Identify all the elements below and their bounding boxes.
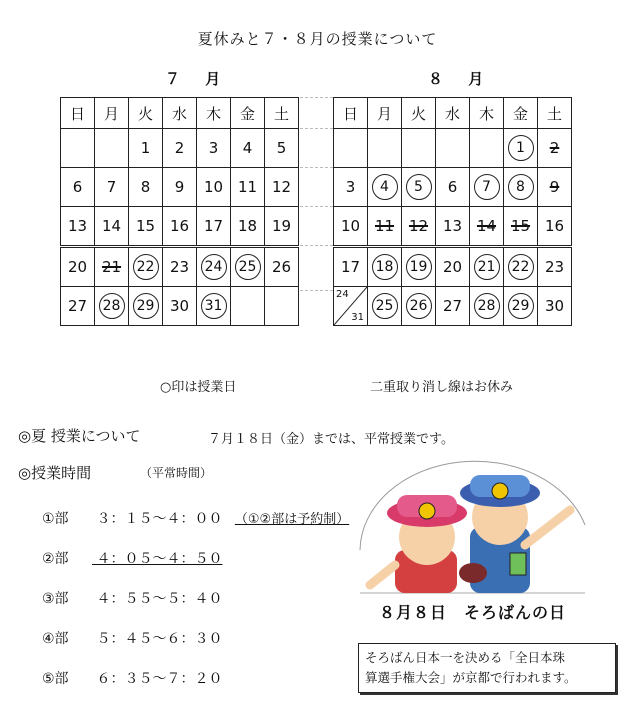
day-cell bbox=[197, 207, 231, 247]
day-number: 6 bbox=[72, 178, 83, 196]
day-cell bbox=[538, 207, 572, 247]
day-number: 14 bbox=[101, 217, 122, 235]
day-cell bbox=[504, 247, 538, 287]
day-cell bbox=[334, 247, 368, 287]
day-cell bbox=[470, 168, 504, 207]
period-time: ４：０５～４：５０ bbox=[96, 551, 223, 567]
class-day: 29 bbox=[133, 293, 159, 319]
period-time: ６：３５～７：２０ bbox=[96, 671, 223, 687]
day-number: 7 bbox=[106, 178, 117, 196]
day-cell bbox=[504, 287, 538, 326]
class-day: 26 bbox=[406, 293, 432, 319]
day-cell bbox=[538, 247, 572, 287]
day-cell bbox=[402, 247, 436, 287]
day-cell bbox=[95, 247, 129, 287]
class-day: 18 bbox=[372, 254, 398, 280]
day-cell bbox=[368, 247, 402, 287]
class-day: 28 bbox=[99, 293, 125, 319]
day-cell bbox=[538, 129, 572, 168]
day-cell bbox=[470, 247, 504, 287]
day-cell bbox=[61, 207, 95, 247]
soroban-day-illustration bbox=[355, 455, 590, 625]
day-number: 17 bbox=[203, 217, 224, 235]
day-cell bbox=[197, 287, 231, 326]
illustration-caption: ８月８日 そろばんの日 bbox=[378, 603, 566, 622]
day-cell bbox=[402, 168, 436, 207]
day-cell bbox=[163, 129, 197, 168]
info-line-2: 算選手権大会」が京都で行われます。 bbox=[365, 670, 577, 685]
day-number: 13 bbox=[442, 217, 463, 235]
august-label: ８ 月 bbox=[428, 70, 494, 88]
day-cell bbox=[129, 287, 163, 326]
day-cell bbox=[95, 287, 129, 326]
period-2 bbox=[42, 548, 222, 568]
class-day: 22 bbox=[133, 254, 159, 280]
page-title: 夏休みと７・８月の授業について bbox=[197, 30, 438, 48]
day-cell bbox=[61, 129, 95, 168]
day-number: 4 bbox=[242, 139, 253, 157]
legend-strike: 二重取り消し線はお休み bbox=[370, 380, 514, 395]
day-cell bbox=[197, 168, 231, 207]
weekday-header: 月 bbox=[368, 98, 402, 129]
info-line-1: そろばん日本一を決める「全日本珠 bbox=[365, 650, 566, 665]
day-number: 16 bbox=[169, 217, 190, 235]
period-name: ①部 bbox=[42, 511, 69, 527]
class-day: 22 bbox=[508, 254, 534, 280]
period-name: ③部 bbox=[42, 591, 69, 607]
weekday-header: 火 bbox=[129, 98, 163, 129]
class-day: 28 bbox=[474, 293, 500, 319]
day-cell bbox=[334, 168, 368, 207]
day-number: 5 bbox=[276, 139, 287, 157]
period-time: ３：１５～４：００ bbox=[96, 511, 223, 527]
class-day: 21 bbox=[474, 254, 500, 280]
period-4 bbox=[42, 628, 222, 648]
day-number: 20 bbox=[67, 258, 88, 276]
day-cell bbox=[129, 207, 163, 247]
class-day: 24 bbox=[201, 254, 227, 280]
class-day: 31 bbox=[201, 293, 227, 319]
day-number: 12 bbox=[271, 178, 292, 196]
section-summer-heading: ◎夏 授業について bbox=[18, 427, 141, 445]
day-number: 23 bbox=[544, 258, 565, 276]
day-cell bbox=[368, 287, 402, 326]
day-cell bbox=[163, 168, 197, 207]
day-number: 3 bbox=[345, 178, 356, 196]
day-number: 24 bbox=[336, 289, 349, 300]
day-number: 16 bbox=[544, 217, 565, 235]
period-3 bbox=[42, 588, 222, 608]
holiday: 14 bbox=[476, 217, 497, 235]
weekday-header: 月 bbox=[95, 98, 129, 129]
section-hours-heading: ◎授業時間 bbox=[18, 464, 92, 482]
day-cell bbox=[163, 287, 197, 326]
day-cell bbox=[436, 207, 470, 247]
day-cell bbox=[231, 247, 265, 287]
class-day: 25 bbox=[372, 293, 398, 319]
day-cell bbox=[129, 247, 163, 287]
day-cell bbox=[334, 129, 368, 168]
holiday: 2 bbox=[549, 139, 560, 157]
class-day: 7 bbox=[474, 174, 500, 200]
day-number: 2 bbox=[174, 139, 185, 157]
split-day bbox=[334, 287, 367, 325]
day-number: 17 bbox=[340, 258, 361, 276]
holiday: 12 bbox=[408, 217, 429, 235]
class-day: 8 bbox=[508, 174, 534, 200]
day-cell bbox=[504, 207, 538, 247]
day-number: 8 bbox=[140, 178, 151, 196]
day-cell bbox=[197, 247, 231, 287]
day-cell bbox=[504, 129, 538, 168]
day-cell bbox=[470, 207, 504, 247]
day-number: 30 bbox=[169, 297, 190, 315]
day-number: 3 bbox=[208, 139, 219, 157]
day-cell bbox=[402, 287, 436, 326]
day-number: 9 bbox=[174, 178, 185, 196]
day-number: 1 bbox=[140, 139, 151, 157]
day-cell bbox=[163, 247, 197, 287]
day-cell bbox=[402, 129, 436, 168]
period-name: ②部 bbox=[42, 551, 69, 567]
day-number: 15 bbox=[135, 217, 156, 235]
day-cell bbox=[61, 287, 95, 326]
period-name: ④部 bbox=[42, 631, 69, 647]
day-cell bbox=[368, 129, 402, 168]
holiday: 11 bbox=[374, 217, 395, 235]
day-cell bbox=[538, 287, 572, 326]
august-calendar bbox=[333, 97, 572, 326]
weekday-header: 日 bbox=[334, 98, 368, 129]
weekday-header: 金 bbox=[231, 98, 265, 129]
section-summer-note: ７月１８日（金）までは、平常授業です。 bbox=[208, 432, 454, 447]
day-cell bbox=[436, 247, 470, 287]
day-number: 26 bbox=[271, 258, 292, 276]
day-cell bbox=[436, 168, 470, 207]
day-cell bbox=[61, 247, 95, 287]
day-cell bbox=[95, 129, 129, 168]
period-name: ⑤部 bbox=[42, 671, 69, 687]
day-cell bbox=[231, 207, 265, 247]
july-calendar bbox=[60, 97, 299, 326]
holiday: 15 bbox=[510, 217, 531, 235]
weekday-header: 木 bbox=[197, 98, 231, 129]
day-cell bbox=[95, 207, 129, 247]
july-label: ７ 月 bbox=[165, 70, 231, 88]
class-day: 25 bbox=[235, 254, 261, 280]
day-cell bbox=[368, 168, 402, 207]
weekday-header: 水 bbox=[163, 98, 197, 129]
weekday-header: 火 bbox=[402, 98, 436, 129]
day-number: 10 bbox=[340, 217, 361, 235]
day-cell bbox=[538, 168, 572, 207]
day-number: 23 bbox=[169, 258, 190, 276]
day-cell bbox=[129, 168, 163, 207]
day-cell bbox=[470, 129, 504, 168]
weekday-header: 水 bbox=[436, 98, 470, 129]
day-number: 30 bbox=[544, 297, 565, 315]
calendar-separator bbox=[300, 97, 333, 332]
day-number: 27 bbox=[442, 297, 463, 315]
day-cell bbox=[231, 129, 265, 168]
class-day: 29 bbox=[508, 293, 534, 319]
day-cell bbox=[470, 287, 504, 326]
day-number: 20 bbox=[442, 258, 463, 276]
day-cell bbox=[95, 168, 129, 207]
day-cell bbox=[265, 168, 299, 207]
weekday-header: 木 bbox=[470, 98, 504, 129]
day-cell bbox=[265, 247, 299, 287]
weekday-header: 土 bbox=[265, 98, 299, 129]
period-5 bbox=[42, 668, 222, 688]
info-box bbox=[358, 643, 616, 693]
day-cell bbox=[129, 129, 163, 168]
period-note: （①②部は予約制） bbox=[234, 512, 350, 527]
period-time: ４：５５～５：４０ bbox=[96, 591, 223, 607]
day-cell bbox=[436, 129, 470, 168]
legend-circle: ○印は授業日 bbox=[160, 380, 237, 395]
day-cell bbox=[197, 129, 231, 168]
section-hours-sub: （平常時間） bbox=[140, 466, 213, 480]
period-1 bbox=[42, 508, 349, 528]
day-number: 11 bbox=[237, 178, 258, 196]
day-number: 6 bbox=[447, 178, 458, 196]
kids-illustration bbox=[355, 455, 590, 600]
day-cell bbox=[231, 287, 265, 326]
day-cell bbox=[61, 168, 95, 207]
weekday-header: 金 bbox=[504, 98, 538, 129]
day-cell bbox=[504, 168, 538, 207]
day-cell bbox=[334, 287, 368, 326]
day-number: 13 bbox=[67, 217, 88, 235]
day-cell bbox=[436, 287, 470, 326]
class-day: 19 bbox=[406, 254, 432, 280]
day-number: 10 bbox=[203, 178, 224, 196]
weekday-header: 土 bbox=[538, 98, 572, 129]
holiday: 21 bbox=[101, 258, 122, 276]
day-number: 19 bbox=[271, 217, 292, 235]
period-time: ５：４５～６：３０ bbox=[96, 631, 223, 647]
day-number: 31 bbox=[351, 312, 364, 323]
class-day: 5 bbox=[406, 174, 432, 200]
weekday-header: 日 bbox=[61, 98, 95, 129]
day-cell bbox=[265, 129, 299, 168]
day-cell bbox=[368, 207, 402, 247]
day-cell bbox=[265, 287, 299, 326]
day-cell bbox=[265, 207, 299, 247]
day-cell bbox=[402, 207, 436, 247]
class-day: 1 bbox=[508, 135, 534, 161]
day-number: 27 bbox=[67, 297, 88, 315]
day-cell bbox=[334, 207, 368, 247]
day-number: 18 bbox=[237, 217, 258, 235]
day-cell bbox=[231, 168, 265, 207]
day-cell bbox=[163, 207, 197, 247]
holiday: 9 bbox=[549, 178, 560, 196]
class-day: 4 bbox=[372, 174, 398, 200]
